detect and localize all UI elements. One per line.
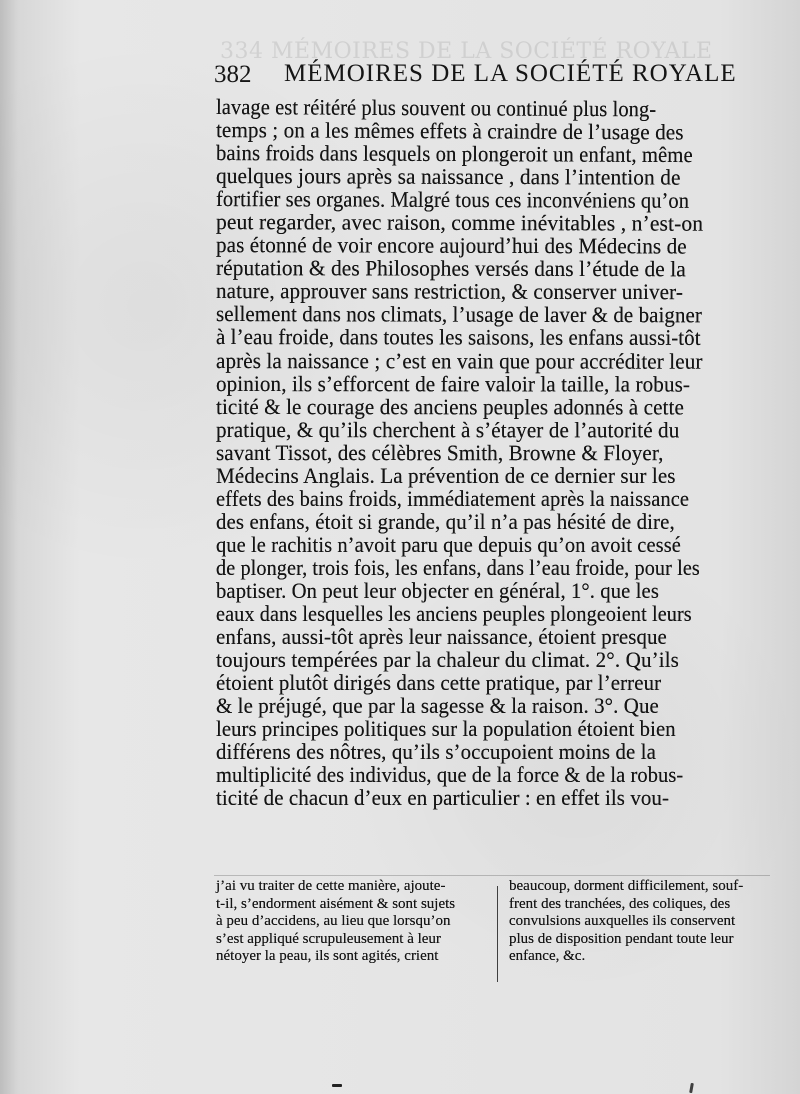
footnote-line: plus de disposition pendant toute leur (509, 930, 734, 947)
footnote-line: t-il, s’endorment aisément & sont sujets (216, 895, 456, 912)
text-line: nature, approuver sans restriction, & conserver univer- (215, 278, 684, 305)
printer-mark (689, 1083, 694, 1093)
footnote-line: nétoyer la peau, ils sont agités, crient (216, 948, 439, 964)
text-line: ticité & le courage des anciens peuples adonnés à cette (215, 393, 684, 420)
text-line: lavage est réitéré plus souvent ou continué plus long- (215, 94, 657, 122)
text-line: savant Tissot, des célèbres Smith, Browne & Floyer, (215, 439, 664, 465)
text-line: de plonger, trois fois, les enfans, dans l’eau froide, pour les (216, 554, 700, 580)
main-text-block (216, 95, 776, 809)
text-line: eaux dans lesquelles les anciens peuples plongeoient leurs (216, 601, 692, 627)
footnote-line: j’ai vu traiter de cette manière, ajoute- (216, 878, 446, 894)
text-line: temps ; on a les mêmes effets à craindre de l’usage des (215, 117, 684, 145)
footnote-line: convulsions auxquelles ils conservent (509, 913, 736, 929)
show-through-text: 334 MÉMOIRES DE LA SOCIÉTÉ ROYALE (220, 39, 713, 64)
text-line: fortifier ses organes. Malgré tous ces inconvéniens qu’on (215, 186, 690, 214)
text-line: différens des nôtres, qu’ils s’occupoient moins de la (216, 739, 656, 765)
footnote-line: frent des tranchées, des coliques, des (509, 895, 731, 912)
text-line: effets des bains froids, immédiatement après la naissance (216, 485, 690, 511)
text-line: enfans, aussi-tôt après leur naissance, étoient presque (216, 624, 667, 650)
text-line: réputation & des Philosophes versés dans l’étude de la (215, 255, 686, 282)
text-line: bains froids dans lesquels on plongeroit un enfant, même (215, 140, 693, 168)
text-line: Médecins Anglais. La prévention de ce dernier sur les (216, 462, 676, 488)
text-line: que le rachitis n’avoit paru que depuis qu’on avoit cessé (216, 531, 681, 557)
footnote-line: à peu d’accidens, au lieu que lorsqu’on (216, 913, 451, 929)
text-line: multiplicité des individus, que de la force & de la robus- (216, 762, 684, 788)
text-line: sellement dans nos climats, l’usage de laver & de baigner (215, 301, 703, 328)
text-line: quelques jours après sa naissance , dans l’intention de (215, 163, 681, 190)
footnotes-section (214, 878, 774, 988)
text-line: ticité de chacun d’eux en particulier : en effet ils vou- (216, 785, 670, 811)
column-divider (497, 886, 498, 982)
text-line: à l’eau froide, dans toutes les saisons, les enfans aussi-tôt (215, 324, 701, 351)
footnote-line: enfance, &c. (509, 948, 586, 964)
footnote-left-column (216, 878, 491, 966)
page-header (214, 52, 774, 90)
text-line: pas étonné de voir encore aujourd’hui des Médecins de (215, 232, 687, 259)
footnote-line: beaucoup, dorment difficilement, souf- (509, 878, 744, 894)
text-line: & le préjugé, que par la sagesse & la raison. 3°. Que (216, 693, 659, 719)
footnote-right-column (509, 878, 771, 966)
footnote-rule (214, 875, 770, 876)
text-line: peut regarder, avec raison, comme inévitables , n’est-on (215, 209, 704, 236)
text-line: après la naissance ; c’est en vain que pour accréditer leur (215, 347, 703, 374)
text-line: toujours tempérées par la chaleur du climat. 2°. Qu’ils (216, 647, 679, 673)
text-line: leurs principes politiques sur la population étoient bien (216, 716, 676, 742)
footnote-line: s’est appliqué scrupuleusement à leur (216, 930, 441, 947)
printer-mark (332, 1084, 342, 1087)
page-number: 382 (214, 61, 252, 88)
text-line: opinion, ils s’efforcent de faire valoir la taille, la robus- (215, 370, 691, 397)
text-line: étoient plutôt dirigés dans cette pratique, par l’erreur (216, 670, 662, 696)
text-line: pratique, & qu’ils cherchent à s’étayer de l’autorité du (215, 416, 680, 442)
text-line: baptiser. On peut leur objecter en général, 1°. que les (216, 577, 659, 603)
text-line: des enfans, étoit si grande, qu’il n’a pas hésité de dire, (216, 508, 675, 534)
running-head: MÉMOIRES DE LA SOCIÉTÉ ROYALE (284, 60, 737, 87)
